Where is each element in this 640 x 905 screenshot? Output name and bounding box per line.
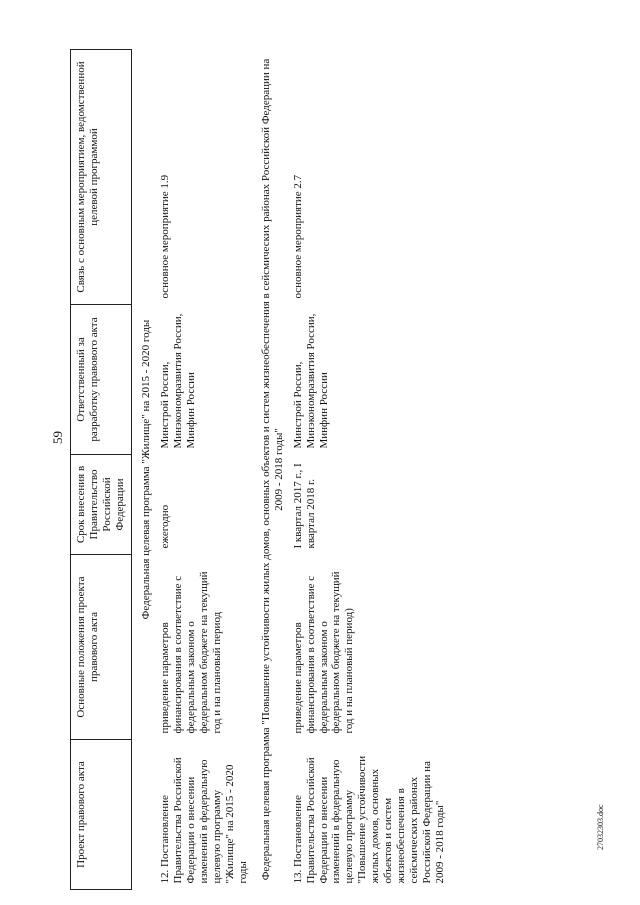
section-heading-row: [252, 50, 290, 890]
cell-link: основное мероприятие 1.9: [158, 174, 171, 299]
legal-acts-table: [70, 49, 449, 890]
header-project: Проект правового акта: [71, 740, 132, 890]
section-heading-row: [131, 50, 156, 890]
cell-project: 12. Постановление Правительства Российской Федерации о внесении изменений в федеральную целевую программу "Жилище" на 2015 - 2020 годы: [158, 757, 249, 884]
header-link: Связь с основным мероприятием, ведомственной целевой программой: [71, 50, 132, 305]
cell-responsible: Минстрой России, Минэкономразвития России, Минфин России: [291, 313, 330, 449]
header-responsible: Ответственный за разработку правового акта: [71, 305, 132, 455]
cell-deadline: ежегодно: [158, 504, 171, 549]
cell-deadline: I квартал 2017 г., I квартал 2018 г.: [291, 463, 317, 549]
page-number: 59: [50, 431, 65, 444]
document-code: 27032303.doc: [596, 804, 605, 850]
header-provisions: Основные положения проекта правового акта: [71, 555, 132, 740]
section-heading: Федеральная целевая программа "Жилище" на 2015 - 2020 годы: [139, 319, 152, 620]
cell-project: 13. Постановление Правительства Российской Федерации о внесении изменений в федеральную целевую программу "Повышение устойчивости жилых домов, основных объектов и систем жизнеобеспечения в сейсмических районах Российской Федерации на 2009 - 2018 годы": [291, 755, 447, 884]
rotated-table-page: [70, 50, 590, 890]
cell-link: основное мероприятие 2.7: [291, 174, 304, 299]
table-row: [157, 50, 252, 890]
section-heading: Федеральная целевая программа "Повышение устойчивости жилых домов, основных объектов и систем жизнеобеспечения в сейсмических районах Российской Федерации на 2009 - 2018 годы": [259, 58, 285, 881]
cell-provisions: приведение параметров финансирования в соответствие с федеральным законом о федеральном бюджете на текущий год и на плановый период): [291, 571, 356, 734]
cell-responsible: Минстрой России, Минэкономразвития России, Минфин России: [158, 313, 197, 449]
cell-provisions: приведение параметров финансирования в соответствие с федеральным законом о федеральном бюджете на текущий год и на плановый период: [158, 571, 223, 734]
table-row: [290, 50, 450, 890]
table-header-row: [71, 50, 132, 890]
header-deadline: Срок внесения в Правительство Российской Федерации: [71, 455, 132, 555]
